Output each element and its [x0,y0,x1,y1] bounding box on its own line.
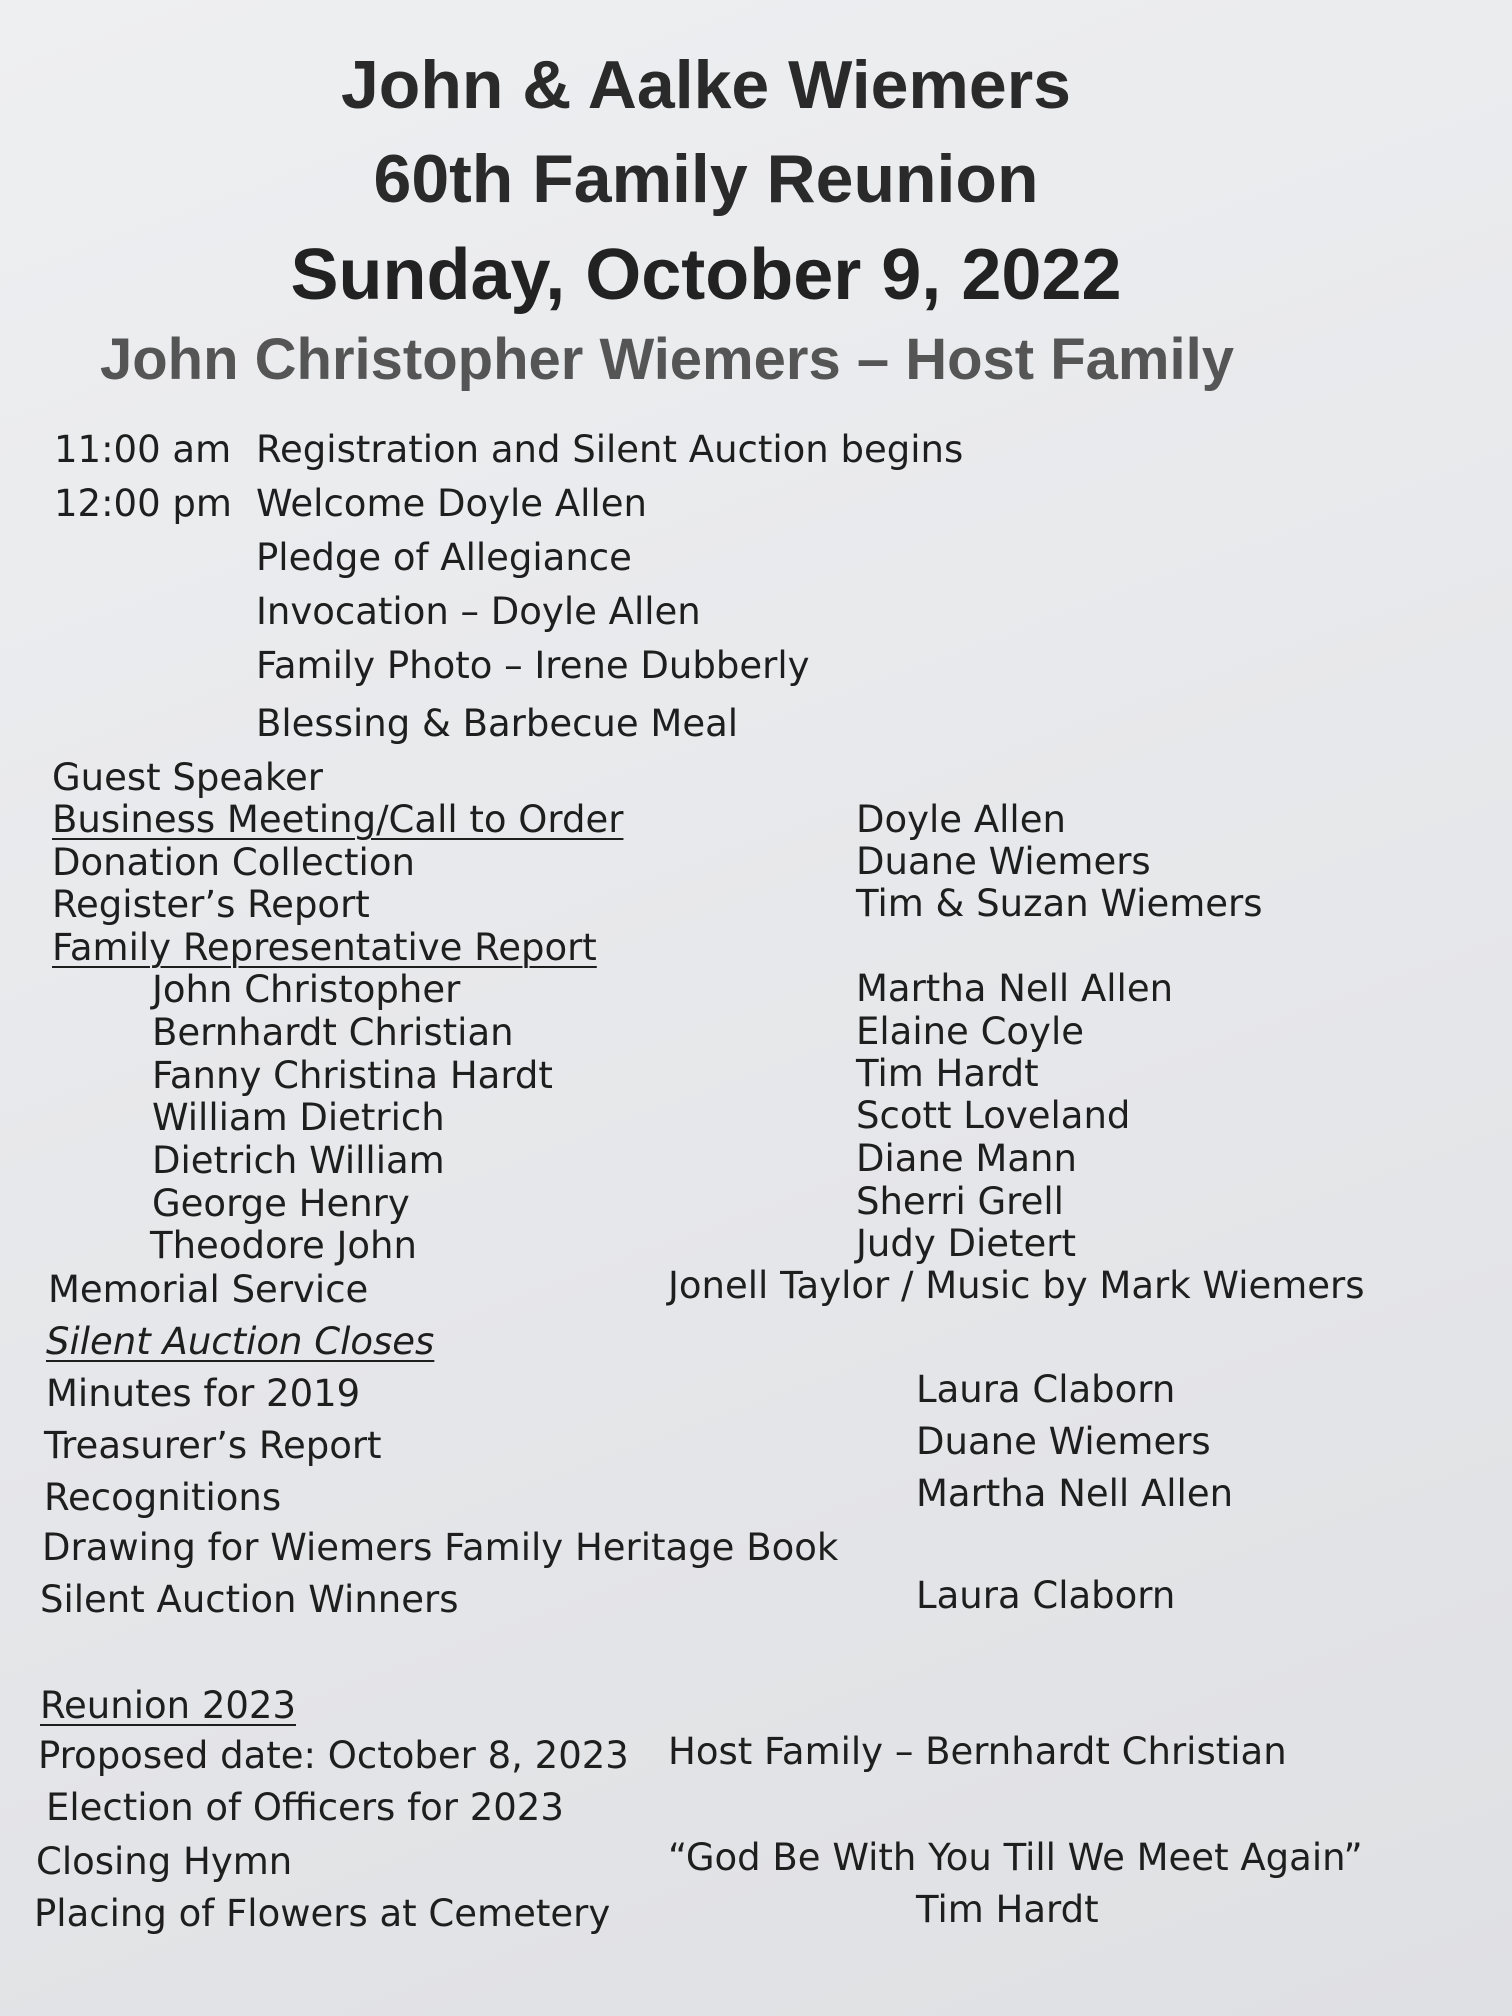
family-rep: Sherri Grell [856,1180,1064,1223]
family-rep: Diane Mann [856,1137,1077,1180]
flowers-at-cemetery: Placing of Flowers at Cemetery [34,1892,611,1935]
minutes-person: Laura Claborn [916,1368,1176,1411]
family-rep: Judy Dietert [856,1222,1077,1265]
proposed-date: Proposed date: October 8, 2023 [38,1734,629,1777]
schedule-time: 12:00 pm [54,482,232,525]
schedule-item: Invocation – Doyle Allen [256,590,701,633]
schedule-item: Family Photo – Irene Dubberly [256,644,810,687]
registers-report: Register’s Report [52,883,370,926]
hymn-title: “God Be With You Till We Meet Again” [668,1836,1363,1879]
title-reunion: 60th Family Reunion [373,141,1039,217]
recognitions-person: Martha Nell Allen [916,1472,1234,1515]
family-name: Dietrich William [152,1139,445,1182]
family-name: Theodore John [150,1224,417,1267]
family-name: John Christopher [152,968,461,1011]
family-rep: Elaine Coyle [856,1010,1084,1053]
silent-auction-closes: Silent Auction Closes [46,1320,435,1363]
closing-hymn: Closing Hymn [36,1840,293,1883]
title-names: John & Aalke Wiemers [340,47,1071,123]
heritage-book-drawing: Drawing for Wiemers Family Heritage Book [42,1526,839,1569]
title-host-family: John Christopher Wiemers – Host Family [100,327,1234,392]
guest-speaker: Guest Speaker [52,756,323,799]
family-rep: Tim Hardt [856,1052,1039,1095]
host-family-2023: Host Family – Bernhardt Christian [668,1730,1287,1773]
registers-report-person: Tim & Suzan Wiemers [856,882,1263,925]
family-name: Bernhardt Christian [152,1011,514,1054]
officer-election: Election of Officers for 2023 [46,1786,564,1829]
auction-winners-person: Laura Claborn [916,1574,1176,1617]
family-rep: Martha Nell Allen [856,967,1174,1010]
family-name: Fanny Christina Hardt [152,1054,553,1097]
auction-winners: Silent Auction Winners [40,1578,459,1621]
memorial-person: Jonell Taylor / Music by Mark Wiemers [668,1264,1365,1307]
business-meeting: Business Meeting/Call to Order [52,798,624,841]
family-name: William Dietrich [152,1096,445,1139]
schedule-item: Welcome Doyle Allen [256,482,647,525]
donation-person: Duane Wiemers [856,840,1151,883]
memorial-service: Memorial Service [48,1268,369,1311]
family-rep-report: Family Representative Report [52,926,597,969]
donation-collection: Donation Collection [52,841,415,884]
treasurers-report: Treasurer’s Report [44,1424,382,1467]
title-date: Sunday, October 9, 2022 [290,235,1122,315]
reunion-heading: Reunion 2023 [40,1684,297,1727]
schedule-item: Registration and Silent Auction begins [256,428,964,471]
business-meeting-person: Doyle Allen [856,798,1066,841]
treasurer-person: Duane Wiemers [916,1420,1211,1463]
family-rep: Scott Loveland [856,1094,1131,1137]
schedule-item: Blessing & Barbecue Meal [256,702,739,745]
schedule-time: 11:00 am [54,428,232,471]
schedule-item: Pledge of Allegiance [256,536,632,579]
recognitions: Recognitions [44,1476,282,1519]
flowers-person: Tim Hardt [916,1888,1099,1931]
minutes: Minutes for 2019 [46,1372,361,1415]
family-name: George Henry [152,1182,410,1225]
